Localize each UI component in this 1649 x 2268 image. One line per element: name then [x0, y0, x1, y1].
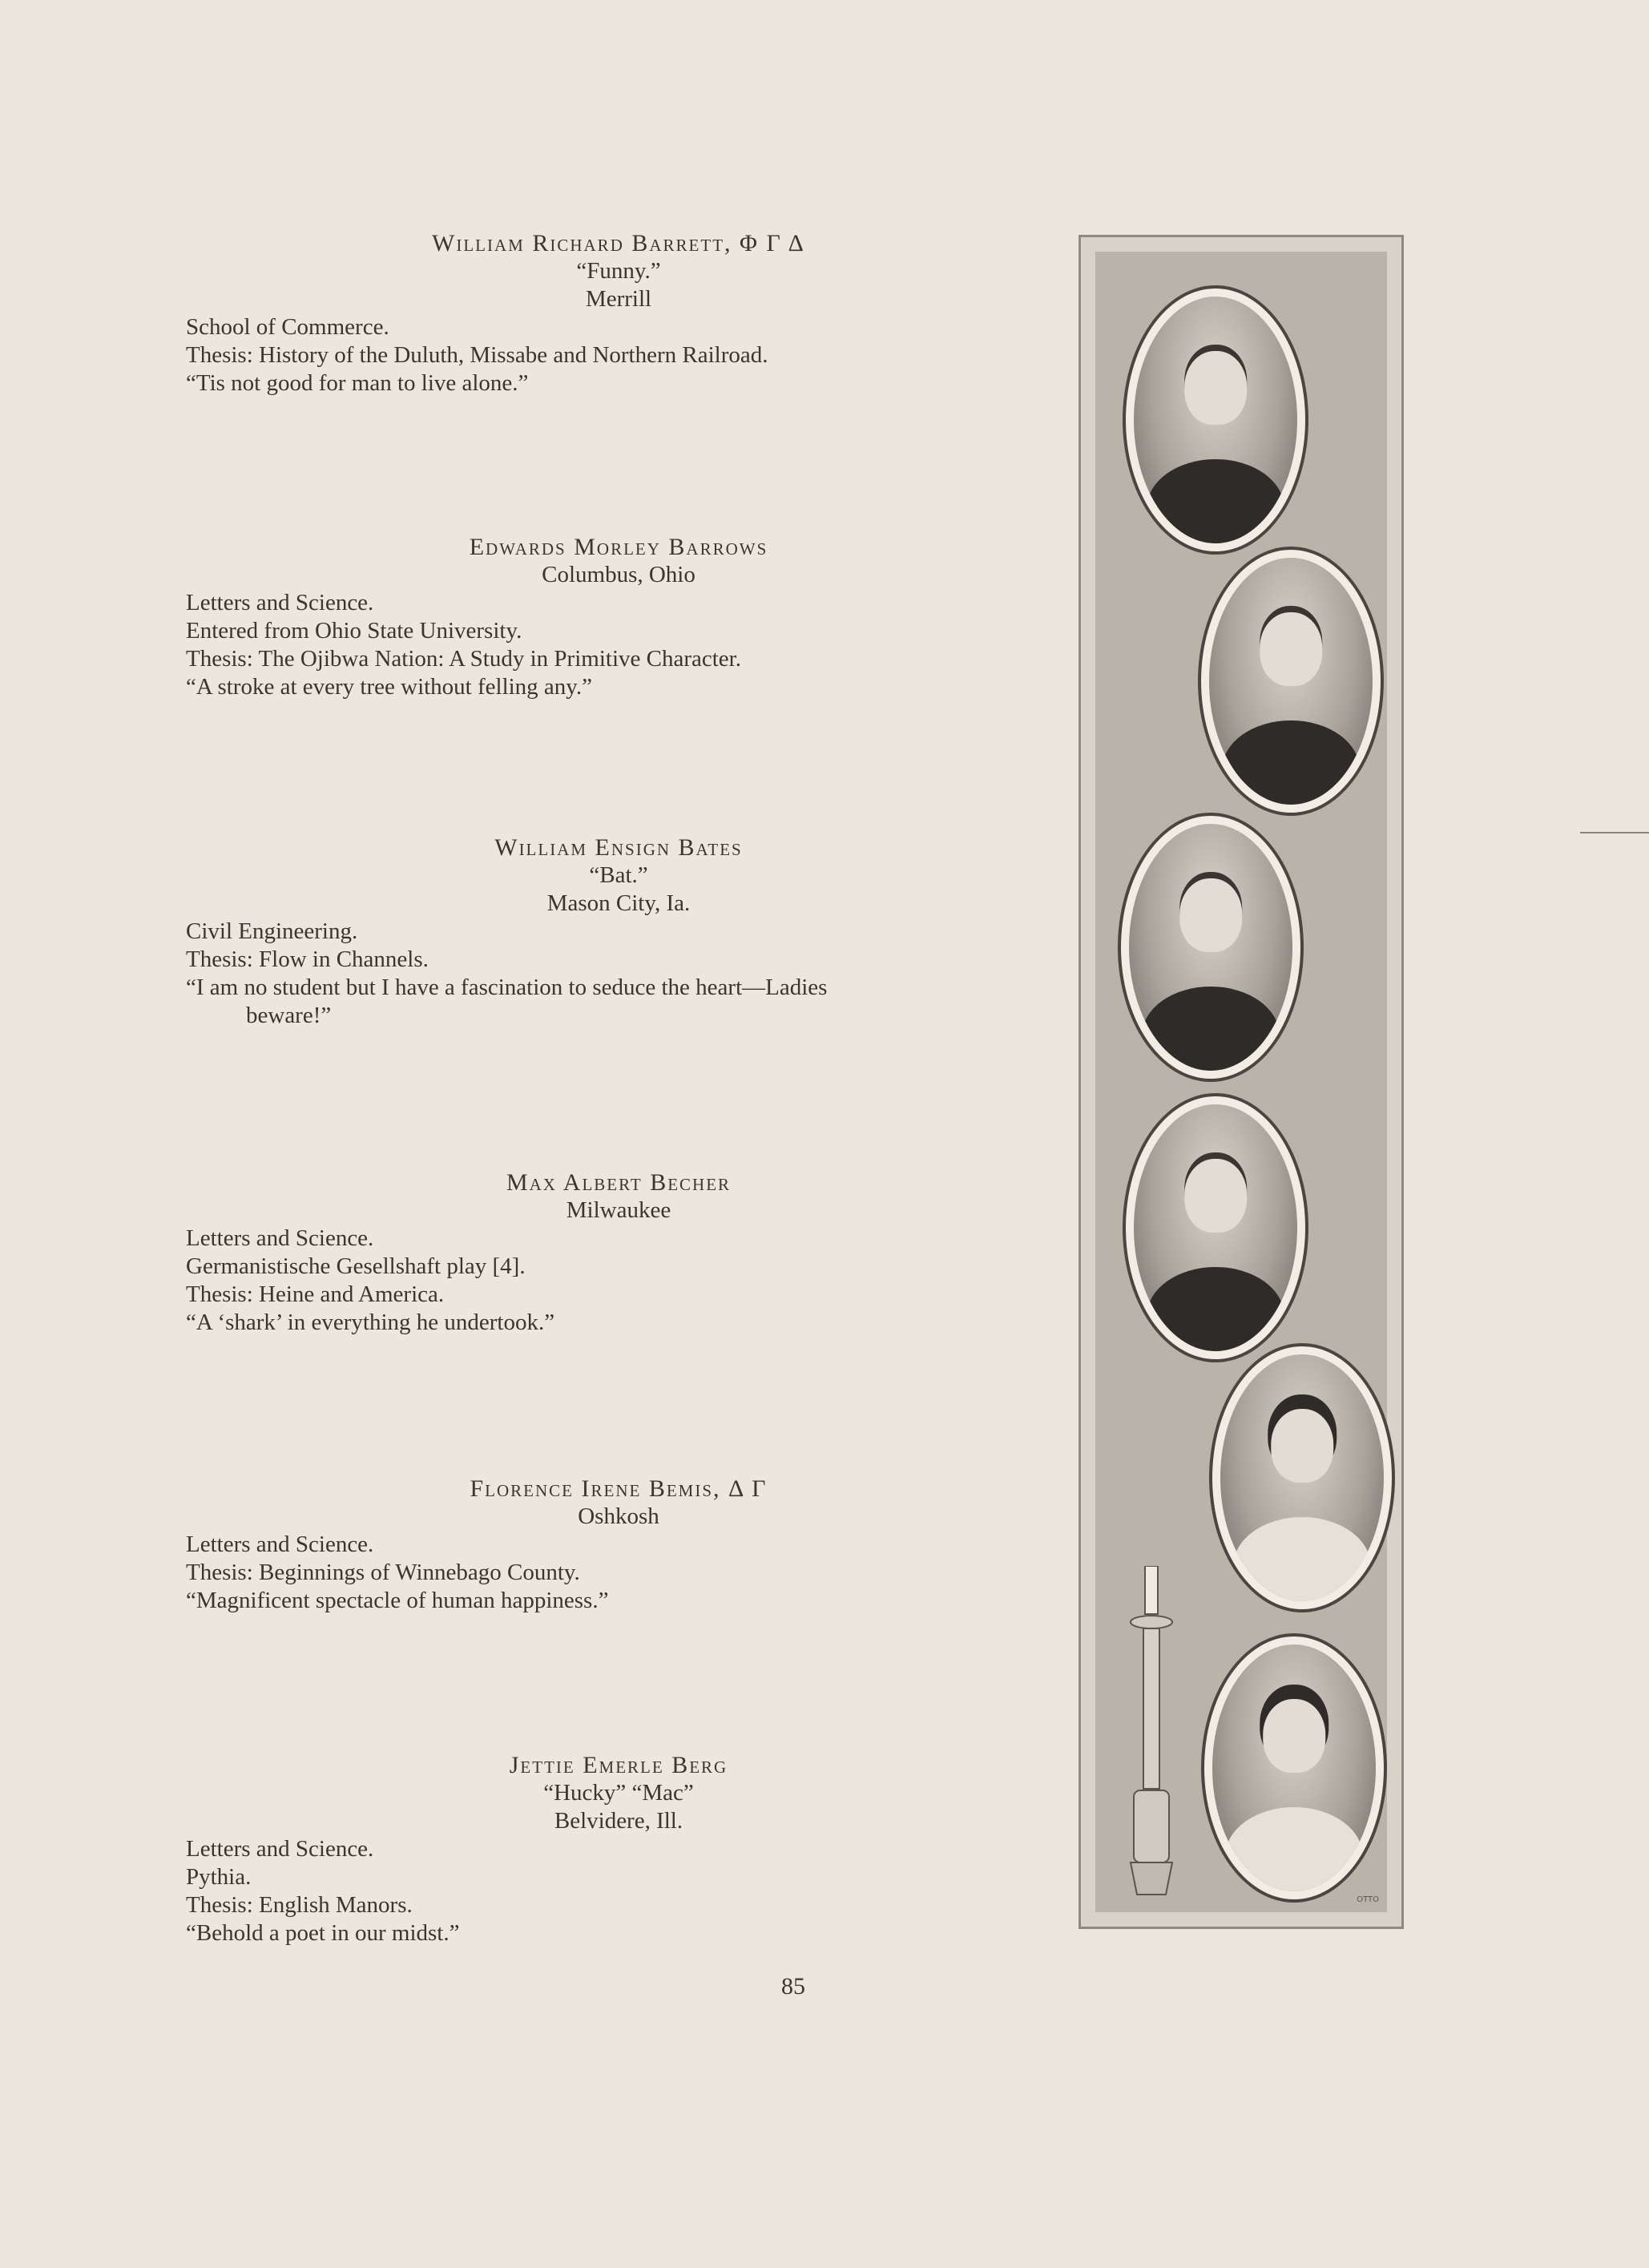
entry-hometown: Milwaukee: [566, 1197, 671, 1223]
entry-nickname: “Bat.”: [589, 862, 648, 888]
entry-hometown: Merrill: [585, 286, 652, 312]
entry-name: Max Albert Becher: [506, 1169, 732, 1196]
entry-line: Germanistische Gesellshaft play [4].: [186, 1253, 526, 1279]
entry-nickname: “Hucky” “Mac”: [543, 1780, 694, 1806]
entry-hometown: Mason City, Ia.: [546, 890, 691, 916]
entry-line: School of Commerce.: [186, 314, 389, 340]
entry-becher: [186, 1168, 1051, 1337]
entry-line: Letters and Science.: [186, 1225, 374, 1251]
entry-bates: [186, 833, 1051, 1030]
entry-nickname: “Funny.”: [576, 258, 661, 284]
entry-line: “I am no student but I have a fascination to seduce the heart—Ladies: [186, 975, 828, 1000]
portrait-barrett: [1123, 285, 1308, 555]
artist-signature: OTTO: [1357, 1895, 1379, 1904]
entry-line: Letters and Science.: [186, 1836, 374, 1862]
entry-line: Pythia.: [186, 1864, 252, 1890]
entry-bemis: [186, 1475, 1051, 1615]
entry-line: “Tis not good for man to live alone.”: [186, 370, 529, 396]
entry-line: Thesis: The Ojibwa Nation: A Study in Primitive Character.: [186, 646, 741, 672]
entry-line: Thesis: Flow in Channels.: [186, 946, 429, 972]
portrait-berg: [1201, 1633, 1387, 1903]
entry-line: Letters and Science.: [186, 590, 374, 615]
entry-line: Thesis: English Manors.: [186, 1892, 413, 1918]
portrait-becher: [1123, 1093, 1308, 1362]
entry-name: Edwards Morley Barrows: [469, 534, 768, 560]
entry-name: William Ensign Bates: [494, 834, 743, 861]
portrait-barrows: [1198, 547, 1384, 816]
entry-line: Civil Engineering.: [186, 918, 358, 944]
entry-line: “Magnificent spectacle of human happiness.”: [186, 1588, 609, 1613]
entry-hometown: Columbus, Ohio: [542, 562, 695, 587]
entry-line: “Behold a poet in our midst.”: [186, 1920, 460, 1946]
portrait-bemis: [1209, 1343, 1395, 1612]
entry-name: Jettie Emerle Berg: [509, 1752, 728, 1778]
portrait-bates: [1118, 813, 1304, 1082]
entry-barrett: [186, 229, 1051, 398]
entry-name: William Richard Barrett, Φ Γ Δ: [432, 230, 805, 256]
entry-barrows: [186, 533, 1051, 701]
entry-name: Florence Irene Bemis, Δ Γ: [470, 1475, 768, 1502]
entry-hometown: Belvidere, Ill.: [554, 1808, 683, 1834]
entry-line: Thesis: History of the Duluth, Missabe and Northern Railroad.: [186, 342, 768, 368]
page-edge-mark: [1580, 832, 1649, 833]
entry-line: Letters and Science.: [186, 1532, 374, 1557]
entry-line: Entered from Ohio State University.: [186, 618, 522, 644]
entry-line: “A stroke at every tree without felling any.”: [186, 674, 593, 700]
entry-hometown: Oshkosh: [578, 1503, 659, 1529]
entry-line: “A ‘shark’ in everything he undertook.”: [186, 1310, 555, 1335]
candlestick-illustration: [1127, 1566, 1175, 1903]
entry-line-continuation: beware!”: [246, 1003, 332, 1028]
portrait-strip: [1079, 235, 1404, 1929]
page-number: 85: [781, 1973, 805, 2000]
entry-berg: [186, 1751, 1051, 1947]
strip-background: [1095, 252, 1387, 1912]
entry-line: Thesis: Beginnings of Winnebago County.: [186, 1560, 580, 1585]
entry-line: Thesis: Heine and America.: [186, 1281, 445, 1307]
